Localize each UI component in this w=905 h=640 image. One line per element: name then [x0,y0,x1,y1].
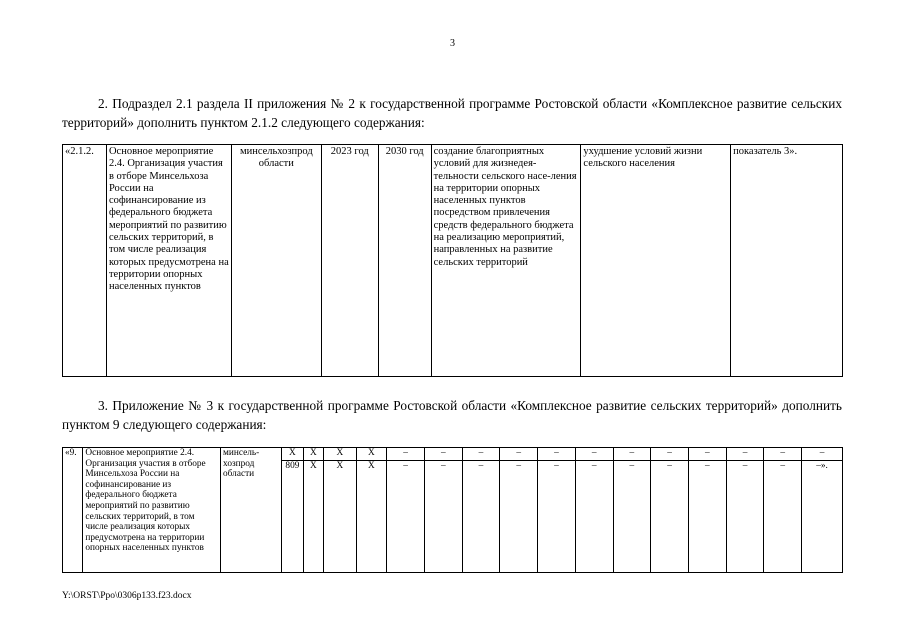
t2-cell: – [462,461,500,573]
t1-end-year: 2030 год [378,145,431,377]
t2-cell: – [726,461,764,573]
t1-executor: минсельхозпрод области [231,145,321,377]
t1-number: «2.1.2. [63,145,107,377]
t2-cell: – [538,461,576,573]
t2-cell: Х [282,448,303,461]
t2-cell: 809 [282,461,303,573]
t2-cell: – [500,461,538,573]
t2-cell: Х [303,461,323,573]
t1-expected-result: создание благоприятных условий для жизнедея-тельности сельского насе-ления на территории опорных населенных пунктов посредством привлечения средств федерального бюджета на реализацию мероприятий, направленных на развитие сельских территорий [431,145,581,377]
t2-cell: – [575,448,613,461]
t1-start-year: 2023 год [321,145,378,377]
t2-cell: – [575,461,613,573]
t2-cell: – [387,448,425,461]
t2-cell: – [726,448,764,461]
t2-cell: Х [303,448,323,461]
t2-cell: –». [802,461,843,573]
file-path-footer: Y:\ORST\Ppo\0306p133.f23.docx [62,591,192,601]
t2-number: «9. [63,448,83,573]
t1-indicator-link: показатель 3». [731,145,843,377]
paragraph-2: 3. Приложение № 3 к государственной программе Ростовской области «Комплексное развитие сельских территорий» дополнить пунктом 9 следующего содержания: [62,398,842,432]
t2-cell: – [387,461,425,573]
t2-cell: – [462,448,500,461]
t2-event-name: Основное мероприятие 2.4. Организация участия в отборе Минсельхоза России на софинансирование из федерального бюджета мероприятий по развитию сельских территорий, в том числе реализация которых предусмотрена на территории опорных населенных пунктов [83,448,221,573]
t1-event-name: Основное мероприятие 2.4. Организация участия в отборе Минсельхоза России на софинансирование из федерального бюджета мероприятий по развитию сельских территорий, в том числе реализация которых предусмотрена на территории опорных населенных пунктов [106,145,231,377]
t2-cell: – [802,448,843,461]
t2-cell: Х [356,448,387,461]
t1-consequence: ухудшение условий жизни сельского населения [581,145,731,377]
paragraph-1: 2. Подраздел 2.1 раздела II приложения № 2 к государственной программе Ростовской области «Комплексное развитие сельских территорий» дополнить пунктом 2.1.2 следующего содержания: [62,96,842,130]
table-2 [62,447,843,573]
table-1 [62,144,843,377]
t2-cell: – [613,461,651,573]
t2-cell: – [651,461,689,573]
t2-cell: Х [324,461,357,573]
t2-cell: Х [324,448,357,461]
t2-cell: – [688,448,726,461]
table-row [63,448,843,461]
t2-cell: – [688,461,726,573]
t2-cell: – [538,448,576,461]
page-number: 3 [450,38,455,49]
t2-cell: – [651,448,689,461]
table-row [63,145,843,377]
t2-cell: – [764,461,802,573]
t2-cell: – [613,448,651,461]
t2-cell: Х [356,461,387,573]
t2-cell: – [424,461,462,573]
t2-cell: – [500,448,538,461]
t2-cell: – [424,448,462,461]
t2-cell: – [764,448,802,461]
t2-executor: минсель-хозпрод области [221,448,282,573]
